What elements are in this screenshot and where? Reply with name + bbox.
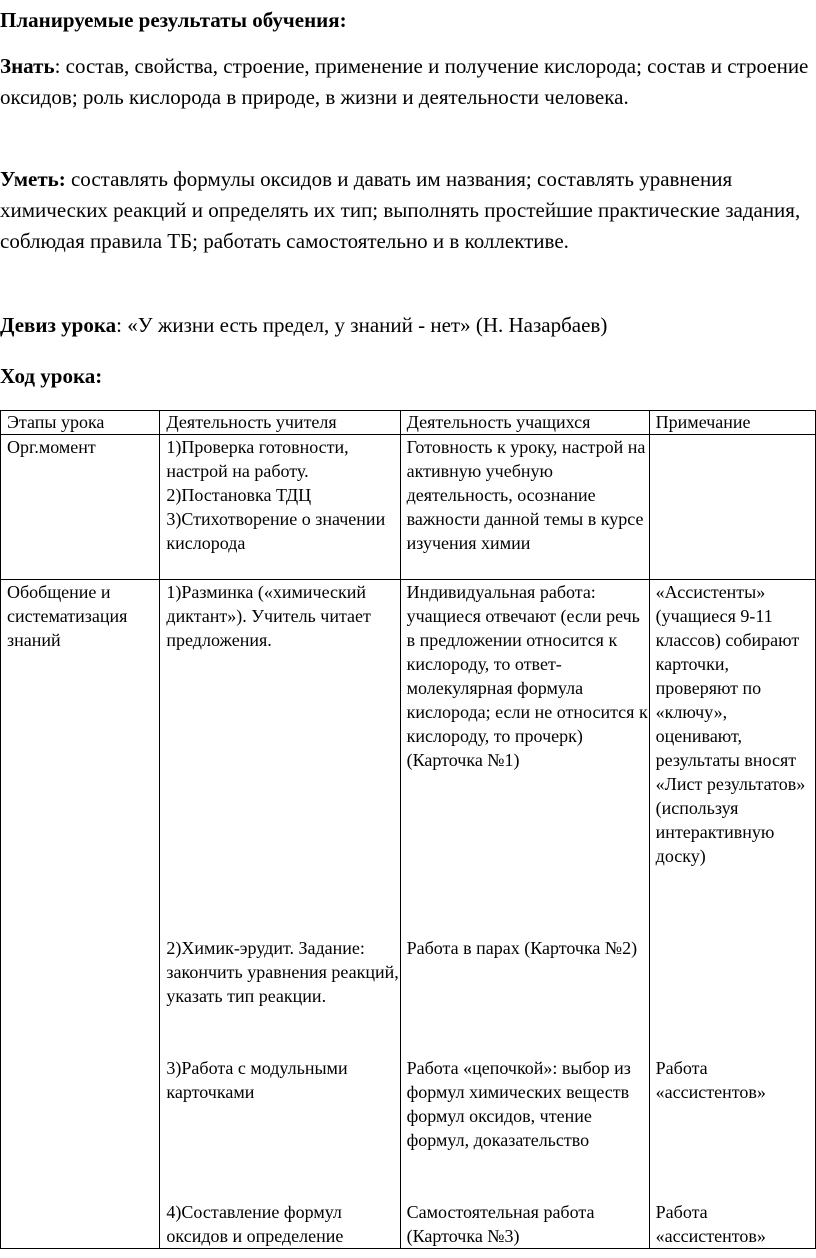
stage-cell: Обобщение и систематизация знаний (1, 580, 160, 1249)
note-cell (649, 580, 815, 1249)
column-header-note: Примечание (649, 411, 815, 435)
teacher-cell (160, 435, 400, 580)
learning-outcomes-heading: Планируемые результаты обучения: (0, 8, 347, 32)
table-header-row (1, 411, 816, 435)
teacher-item: 1)Проверка готовности, настрой на работу. (166, 437, 349, 481)
note-item: Работа «ассистентов» (655, 1202, 766, 1246)
note-item: Работа «ассистентов» (655, 1058, 766, 1102)
know-label: Знать (0, 54, 55, 78)
lesson-plan-table (0, 410, 816, 1249)
know-paragraph (0, 51, 814, 113)
know-text: : состав, свойства, строение, применение и получение кислорода; состав и строение оксидов; роль кислорода в природе, в жизни и деятельности человека. (0, 54, 809, 109)
can-text: составлять формулы оксидов и давать им названия; составлять уравнения химических реакций и определять их тип; выполнять простейшие практические задания, соблюдая правила ТБ; работать самостоятельно и в коллективе. (0, 167, 801, 253)
motto-paragraph (0, 310, 814, 341)
note-item (656, 936, 815, 1056)
students-item: Работа в парах (Карточка №2) (406, 938, 638, 958)
table-row (1, 580, 816, 1249)
students-item: Работа «цепочкой»: выбор из формул химических веществ формул оксидов, чтение формул, доказательство (406, 1058, 631, 1150)
column-header-stage: Этапы урока (1, 411, 160, 435)
note-cell (649, 435, 815, 580)
teacher-item: 1)Разминка («химический диктант»). Учитель читает предложения. (166, 582, 371, 650)
students-cell: Готовность к уроку, настрой на активную учебную деятельность, осознание важности данной темы в курсе изучения химии (400, 435, 649, 580)
students-cell (400, 580, 649, 1249)
teacher-item: 2)Постановка ТДЦ (166, 485, 312, 505)
note-item: «Ассистенты» (учащиеся 9-11 классов) собирают карточки, проверяют по «ключу», оценивают, результаты вносят «Лист результатов» (используя интерактивную доску) (655, 582, 806, 866)
teacher-item: 2)Химик-эрудит. Задание: закончить уравнения реакций, указать тип реакции. (166, 938, 399, 1006)
students-item: Индивидуальная работа: учащиеся отвечают (если речь в предложении относится к кислороду, то ответ- молекулярная формула кислорода; если не относится к кислороду, то прочерк) (Карточка №1) (406, 582, 648, 770)
teacher-item: 3)Работа с модульными карточками (166, 1058, 348, 1102)
table-row (1, 435, 816, 580)
teacher-item: 3)Стихотворение о значении кислорода (166, 509, 386, 553)
teacher-cell (160, 580, 400, 1249)
can-label: Уметь: (0, 167, 66, 191)
stage-cell: Орг.момент (1, 435, 160, 580)
teacher-item: 4)Составление формул оксидов и определение (166, 1202, 344, 1246)
column-header-students: Деятельность учащихся (400, 411, 649, 435)
lesson-course-heading: Ход урока: (0, 364, 103, 388)
can-paragraph (0, 164, 814, 257)
students-item: Самостоятельная работа (Карточка №3) (406, 1202, 595, 1246)
motto-text: : «У жизни есть предел, у знаний - нет» (Н. Назарбаев) (116, 313, 608, 337)
column-header-teacher: Деятельность учителя (160, 411, 400, 435)
motto-label: Девиз урока (0, 313, 117, 337)
